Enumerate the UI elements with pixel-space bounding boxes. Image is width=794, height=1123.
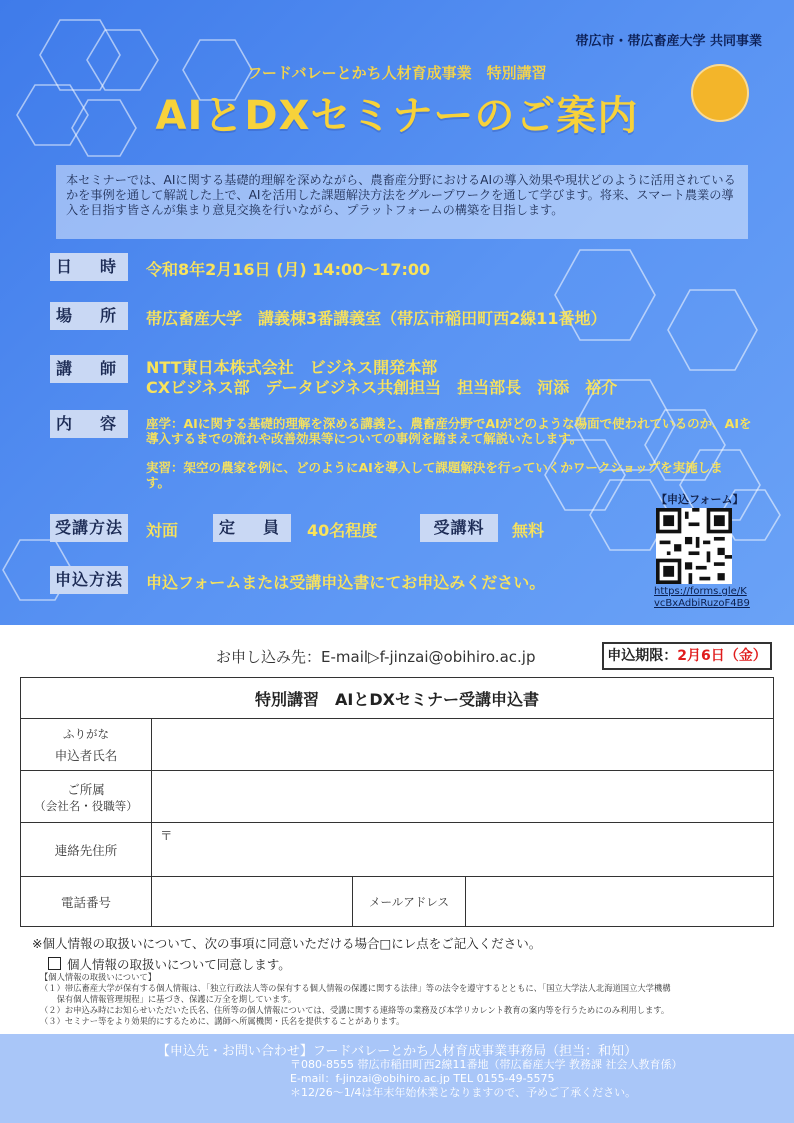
footer-holiday: ＊12/26～1/4は年末年始休業となりますので、予めご了承ください。 <box>290 1086 637 1099</box>
affiliation-note: （会社名・役職等） <box>34 798 138 813</box>
footer <box>0 1034 794 1123</box>
privacy-item-1: （１）帯広畜産大学が保有する個人情報は、「独立行政法人等の保有する個人情報の保護に関する法律」等の法令を遵守するとともに、「国立大学法人北海道国立大学機構 <box>40 983 671 993</box>
privacy-notice: ※個人情報の取扱いについて、次の事項に同意いただける場合□にレ点をご記入ください。 <box>32 936 542 951</box>
venue-value: 帯広畜産大学 講義棟3番講義室（帯広市稲田町西2線11番地） <box>146 309 607 328</box>
date-label: 日 時 <box>50 253 128 281</box>
email-label: メールアドレス <box>353 877 466 927</box>
affiliation-label: ご所属 <box>67 781 105 797</box>
date-value: 令和8年2月16日 (月) 14:00～17:00 <box>146 260 431 279</box>
contact-email: お申し込み先：E-mail▷f-jinzai@obihiro.ac.jp <box>216 648 536 666</box>
apply-label: 申込方法 <box>50 566 128 594</box>
footer-address: 〒080-8555 帯広市稲田町西2線11番地（帯広畜産大学 教務課 社会人教育係） <box>290 1058 683 1071</box>
capacity-label: 定 員 <box>213 514 291 542</box>
qr-code-icon[interactable] <box>656 508 732 584</box>
furigana-label: ふりがな <box>63 726 109 741</box>
content-label: 内 容 <box>50 410 128 438</box>
privacy-agree-row[interactable] <box>48 955 291 973</box>
name-label: 申込者氏名 <box>54 747 118 763</box>
fee-label: 受講料 <box>420 514 498 542</box>
name-label-cell <box>21 719 152 771</box>
venue-label: 場 所 <box>50 302 128 330</box>
intro-text: 本セミナーでは、AIに関する基礎的理解を深めながら、農畜産分野におけるAIの導入効果や現状どのように活用されているかを事例を通して解説した上で、AIを活用した課題解決方法をグループワークを通して学びます。将来、スマート農業の導入を目指す皆さんが集まり意見交換を行いながら、プラットフォームの構築を目指します。 <box>56 165 748 239</box>
agree-label: 個人情報の取扱いについて同意します。 <box>67 957 291 972</box>
address-field[interactable] <box>152 823 774 877</box>
email-field[interactable] <box>466 877 774 927</box>
deadline-box <box>602 642 772 670</box>
footer-contact: E-mail：f-jinzai@obihiro.ac.jp TEL 0155-49-5575 <box>290 1072 555 1085</box>
form-link[interactable] <box>654 586 750 610</box>
name-field[interactable] <box>152 719 774 771</box>
affiliation-label-cell <box>21 771 152 823</box>
agree-checkbox[interactable] <box>48 957 61 970</box>
privacy-item-3: （３）セミナー等をより効果的にするために、講師へ所属機関・氏名を提供することがあります。 <box>40 1016 405 1026</box>
privacy-heading: 【個人情報の取扱いについて】 <box>40 972 156 982</box>
lecturer-line2: CXビジネス部 データビジネス共創担当 担当部長 河添 裕介 <box>146 378 618 397</box>
organizers: 帯広市・帯広畜産大学 共同事業 <box>575 34 762 49</box>
lecturer-label: 講 師 <box>50 355 128 383</box>
phone-label: 電話番号 <box>21 877 152 927</box>
postal-mark: 〒 <box>160 828 173 843</box>
phone-field[interactable] <box>152 877 353 927</box>
capacity-value: 40名程度 <box>307 521 378 540</box>
privacy-item-2: （２）お申込み時にお知らせいただいた氏名、住所等の個人情報については、受講に関する連絡等の業務及び本学リカレント教育の案内等を行うためにのみ利用します。 <box>40 1005 670 1015</box>
privacy-details <box>40 972 760 1027</box>
qr-caption: 【申込フォーム】 <box>656 493 744 506</box>
deadline-label: 申込期限： <box>607 648 678 664</box>
fee-value: 無料 <box>512 521 545 540</box>
method-label: 受講方法 <box>50 514 128 542</box>
event-subtitle: フードバレーとかち人材育成事業 特別講習 <box>247 64 547 82</box>
form-title: 特別講習 AIとDXセミナー受講申込書 <box>21 678 774 719</box>
lecturer-line1: NTT東日本株式会社 ビジネス開発本部 <box>146 358 438 377</box>
affiliation-field[interactable] <box>152 771 774 823</box>
method-value: 対面 <box>146 521 179 540</box>
privacy-item-1b: 保有個人情報管理規程」に基づき、保護に万全を期しています。 <box>40 994 297 1004</box>
content-lecture: 座学：AIに関する基礎的理解を深める講義と、農畜産分野でAIがどのような場面で使われているのか、AIを導入するまでの流れや改善効果等についての事例を踏まえて解説いたします。 <box>146 416 752 446</box>
page-title: AIとDXセミナーのご案内 <box>155 93 639 139</box>
content-practice: 実習：架空の農家を例に、どのようにAIを導入して課題解決を行っていくかワークショップを実施します。 <box>146 460 723 490</box>
deadline-value: 2月6日（金） <box>677 648 767 664</box>
footer-title: 【申込先・お問い合わせ】フードバレーとかち人材育成事業事務局（担当：和知） <box>156 1044 638 1059</box>
form-link-line2[interactable]: vcBxAdbiRuzoF4B9 <box>654 598 750 609</box>
footer-details <box>290 1058 682 1100</box>
form-link-line1[interactable]: https://forms.gle/K <box>654 586 747 597</box>
application-form <box>20 677 774 927</box>
address-label: 連絡先住所 <box>21 823 152 877</box>
apply-value: 申込フォームまたは受講申込書にてお申込みください。 <box>146 573 546 592</box>
